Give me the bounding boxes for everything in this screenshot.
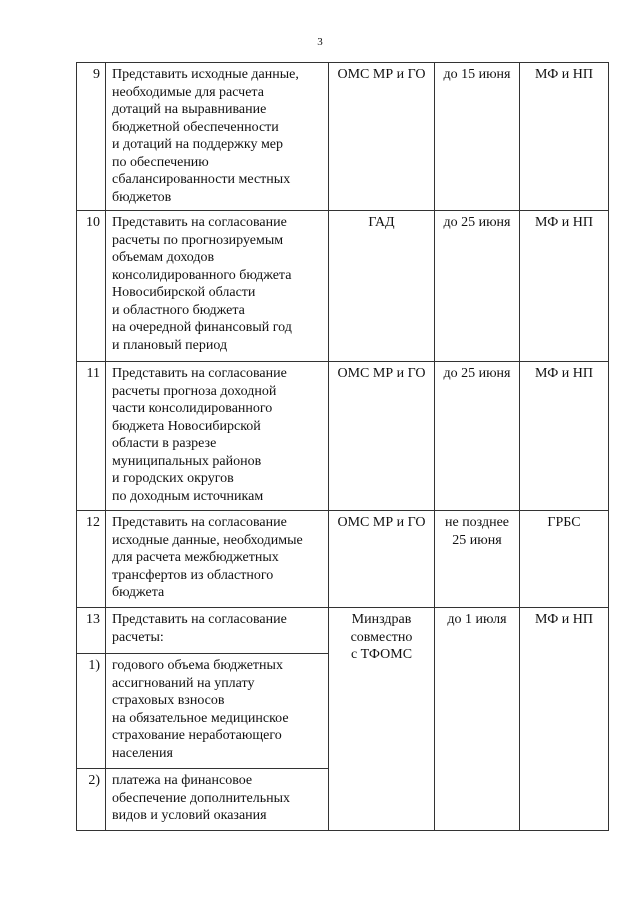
description-line: Представить на согласование <box>112 215 287 230</box>
description-line: годового объема бюджетных <box>112 658 283 673</box>
description-line: исходные данные, необходимые <box>112 532 303 548</box>
row-number: 13 <box>77 608 106 654</box>
subrow-number: 2) <box>77 769 106 831</box>
description-line: бюджета <box>112 585 165 600</box>
description-line: ассигнований на уплату <box>112 675 255 691</box>
table-row <box>77 63 609 211</box>
description-line: и городских округов <box>112 471 234 486</box>
schedule-table <box>76 62 609 831</box>
recipient-cell: МФ и НП <box>520 63 609 211</box>
description-line: видов и условий оказания <box>112 808 267 823</box>
description-line: для расчета межбюджетных <box>112 550 279 565</box>
description-line: на очередной финансовый год <box>112 320 292 335</box>
description-line: расчеты прогноза доходной <box>112 383 277 399</box>
task-description <box>106 362 329 511</box>
deadline-text: до 15 июня <box>443 67 511 82</box>
description-line: трансфертов из областного <box>112 567 274 583</box>
page-number: 3 <box>317 36 323 48</box>
task-description <box>106 608 329 654</box>
subtask-description <box>106 769 329 831</box>
task-description <box>106 211 329 362</box>
description-line: бюджетов <box>112 189 172 205</box>
description-line: страхование неработающего <box>112 728 282 743</box>
deadline-text: до 1 июля <box>447 612 507 627</box>
description-line: необходимые для расчета <box>112 84 264 100</box>
description-line: Представить на согласование <box>112 366 287 381</box>
deadline-text: до 25 июня <box>443 215 511 230</box>
deadline-cell <box>435 362 520 511</box>
description-line: по доходным источникам <box>112 488 264 504</box>
table-row <box>77 608 609 654</box>
table-row <box>77 511 609 608</box>
description-line: расчеты: <box>112 629 164 645</box>
executor-text: Минздрав <box>351 612 412 627</box>
executor-text: ОМС МР и ГО <box>337 67 426 82</box>
deadline-cell <box>435 63 520 211</box>
description-line: на обязательное медицинское <box>112 710 289 726</box>
executor-text: совместно <box>350 629 413 645</box>
description-line: страховых взносов <box>112 693 225 708</box>
description-line: бюджета Новосибирской <box>112 418 261 434</box>
description-line: консолидированного бюджета <box>112 267 292 283</box>
description-line: муниципальных районов <box>112 453 262 469</box>
executor-cell <box>329 362 435 511</box>
executor-cell <box>329 608 435 831</box>
description-line: Представить на согласование <box>112 612 287 627</box>
description-line: объемам доходов <box>112 250 215 265</box>
row-number: 12 <box>77 511 106 608</box>
table-row <box>77 362 609 511</box>
row-number: 11 <box>77 362 106 511</box>
description-line: населения <box>112 745 173 761</box>
deadline-cell <box>435 511 520 608</box>
deadline-text: не позднее <box>444 515 510 530</box>
description-line: части консолидированного <box>112 401 273 416</box>
table-row <box>77 211 609 362</box>
deadline-text: 25 июня <box>452 532 502 548</box>
executor-cell <box>329 211 435 362</box>
recipient-cell: МФ и НП <box>520 608 609 831</box>
executor-cell <box>329 63 435 211</box>
description-line: Новосибирской области <box>112 285 256 300</box>
subrow-number: 1) <box>77 654 106 769</box>
recipient-cell: МФ и НП <box>520 211 609 362</box>
description-line: расчеты по прогнозируемым <box>112 232 284 248</box>
description-line: бюджетной обеспеченности <box>112 119 279 135</box>
description-line: Представить исходные данные, <box>112 67 299 82</box>
description-line: области в разрезе <box>112 436 217 451</box>
subtask-description <box>106 654 329 769</box>
deadline-text: до 25 июня <box>443 366 511 381</box>
description-line: и плановый период <box>112 337 228 353</box>
description-line: Представить на согласование <box>112 515 287 530</box>
executor-cell <box>329 511 435 608</box>
description-line: обеспечение дополнительных <box>112 790 291 806</box>
executor-text: ОМС МР и ГО <box>337 515 426 530</box>
recipient-cell: ГРБС <box>520 511 609 608</box>
executor-text: ОМС МР и ГО <box>337 366 426 381</box>
description-line: сбалансированности местных <box>112 172 291 187</box>
executor-text: с ТФОМС <box>350 647 413 662</box>
task-description <box>106 63 329 211</box>
row-number: 10 <box>77 211 106 362</box>
description-line: и областного бюджета <box>112 302 245 318</box>
description-line: по обеспечению <box>112 154 209 170</box>
task-description <box>106 511 329 608</box>
description-line: дотаций на выравнивание <box>112 102 267 117</box>
deadline-cell <box>435 608 520 831</box>
deadline-cell <box>435 211 520 362</box>
description-line: и дотаций на поддержку мер <box>112 137 284 152</box>
executor-text: ГАД <box>368 215 395 230</box>
recipient-cell: МФ и НП <box>520 362 609 511</box>
description-line: платежа на финансовое <box>112 773 253 788</box>
row-number: 9 <box>77 63 106 211</box>
